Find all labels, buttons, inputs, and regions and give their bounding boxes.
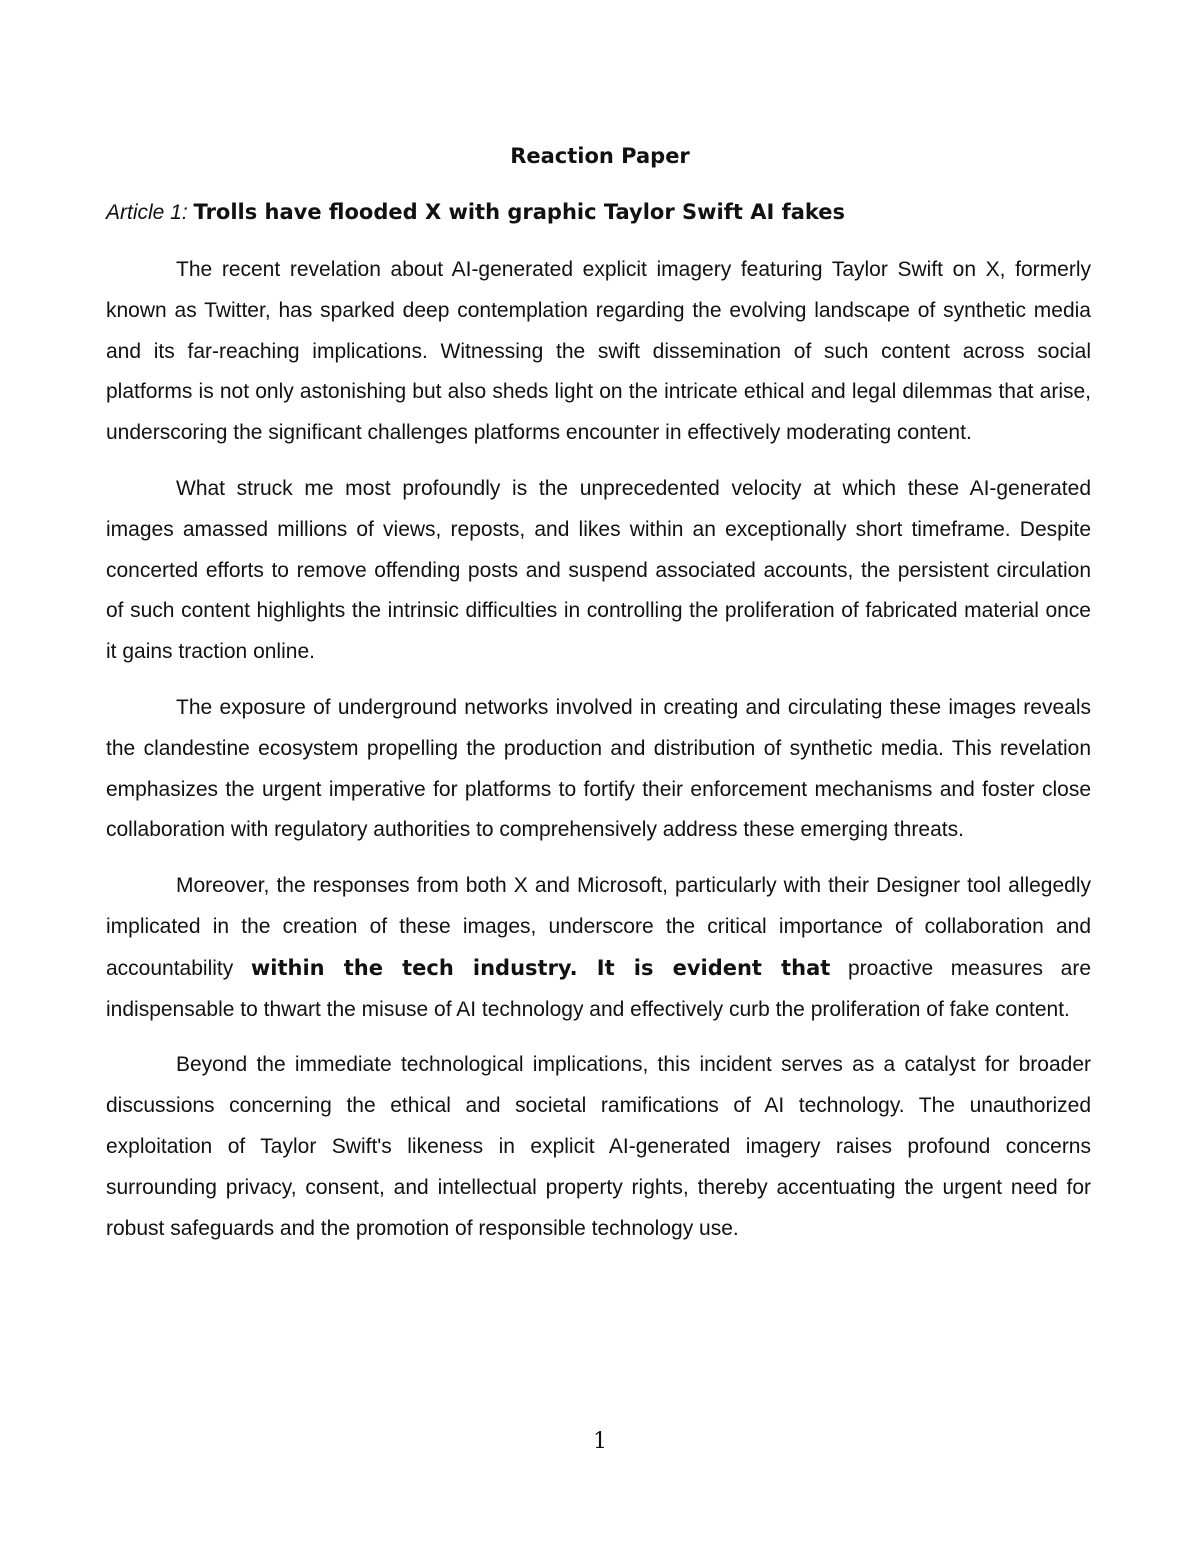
paragraph-1: The recent revelation about AI-generated explicit imagery featuring Taylor Swift on X, formerly known as Twitter, has sparked deep contemplation regarding the evolving landscape of synthetic media and its far-reaching implications. Witnessing the swift dissemination of such content across social platforms is not only astonishing but also sheds light on the intricate ethical and legal dilemmas that arise, underscoring the significant challenges platforms encounter in effectively moderating content. [106, 258, 1091, 445]
paragraph-4 [106, 866, 1091, 1030]
page-title: Reaction Paper [510, 144, 690, 168]
page-number: 1 [593, 1429, 607, 1454]
paragraph-4-emphasis: within the tech industry. It is evident that [250, 955, 831, 980]
article-heading [106, 196, 1096, 229]
paragraph-2: What struck me most profoundly is the unprecedented velocity at which these AI-generated images amassed millions of views, reposts, and likes within an exceptionally short timeframe. Despite concerted efforts to remove offending posts and suspend associated accounts, the persistent circulation of such content highlights the intrinsic difficulties in controlling the proliferation of fabricated material once it gains traction online. [106, 476, 1091, 664]
article-label: Article 1: [106, 201, 188, 224]
article-title: Trolls have flooded X with graphic Taylor Swift AI fakes [193, 200, 846, 224]
paragraph-5: Beyond the immediate technological implications, this incident serves as a catalyst for broader discussions concerning the ethical and societal ramifications of AI technology. The unauthorized exploitation of Taylor Swift's likeness in explicit AI-generated imagery raises profound concerns surrounding privacy, consent, and intellectual property rights, thereby accentuating the urgent need for robust safeguards and the promotion of responsible technology use. [106, 1053, 1091, 1240]
document-body [106, 250, 1091, 1264]
paragraph-4-text-before: Moreover, the responses from both X and Microsoft, particularly with their Designer tool allegedly implicated in the creation of these images, underscore the critical importance of collaboration and accountability [106, 874, 1091, 980]
paragraph-3: The exposure of underground networks involved in creating and circulating these images reveals the clandestine ecosystem propelling the production and distribution of synthetic media. This revelation emphasizes the urgent imperative for platforms to fortify their enforcement mechanisms and foster close collaboration with regulatory authorities to comprehensively address these emerging threats. [106, 695, 1091, 842]
paragraph-4-text-after: proactive measures are indispensable to thwart the misuse of AI technology and effectively curb the proliferation of fake content. [106, 956, 1091, 1021]
